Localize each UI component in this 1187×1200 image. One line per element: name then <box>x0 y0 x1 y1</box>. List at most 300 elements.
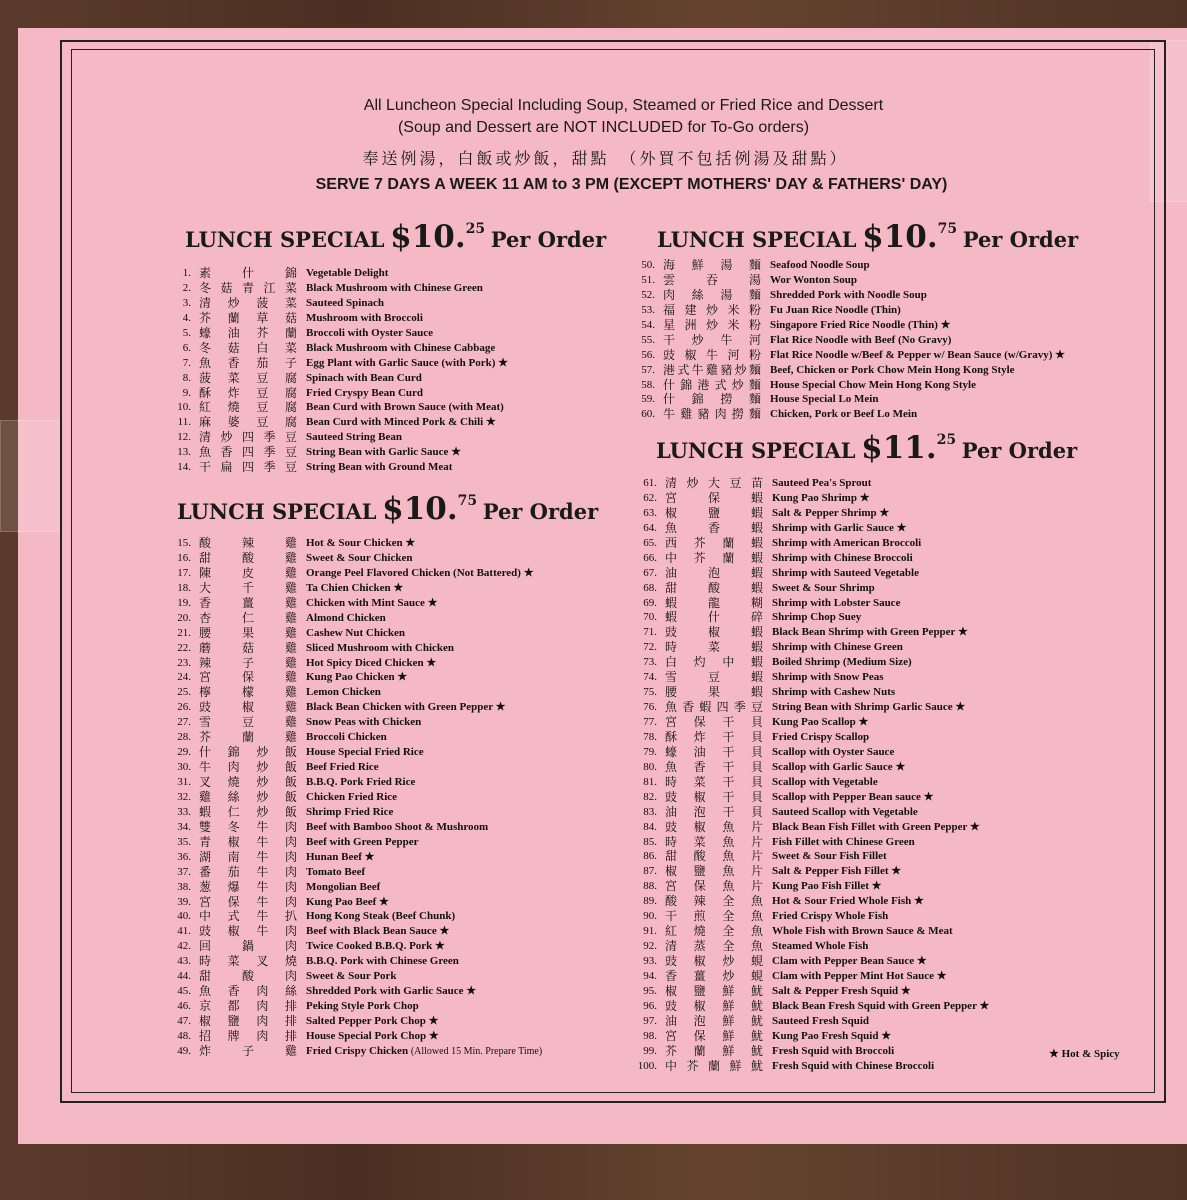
item-chinese-name: 雪豆雞 <box>199 715 297 730</box>
item-english-text: Clam with Pepper Mint Hot Sauce ★ <box>772 969 947 982</box>
item-chinese-name: 宮保牛肉 <box>199 894 297 909</box>
item-number: 16. <box>177 551 191 564</box>
item-number: 29. <box>177 746 191 759</box>
item-english-text: Shredded Pork with Garlic Sauce ★ <box>306 985 477 998</box>
item-chinese-name: 豉椒牛河粉 <box>663 347 761 362</box>
item-english-name <box>306 969 397 984</box>
item-number: 79. <box>643 745 657 758</box>
item-english-name <box>306 850 375 865</box>
item-number: 70. <box>643 611 657 624</box>
item-english-name <box>772 1044 894 1059</box>
item-number: 19. <box>177 596 191 609</box>
item-chinese-name: 蠔油干貝 <box>665 744 763 759</box>
item-number: 7. <box>182 356 191 369</box>
item-english-name <box>770 318 950 333</box>
item-number: 66. <box>643 551 657 564</box>
item-english-text: Egg Plant with Garlic Sauce (with Pork) ★ <box>306 356 509 369</box>
item-english-text: Almond Chicken <box>306 611 386 624</box>
item-english-name <box>306 760 379 775</box>
item-english-text: B.B.Q. Pork with Chinese Green <box>306 955 459 968</box>
item-english-text: Mongolian Beef <box>306 880 381 893</box>
item-chinese-name: 干煎全魚 <box>665 909 763 924</box>
item-english-name <box>772 790 934 805</box>
item-chinese-name: 雞絲炒飯 <box>199 789 297 804</box>
item-chinese-name: 豉椒蝦 <box>665 625 763 640</box>
item-number: 94. <box>643 969 657 982</box>
item-chinese-name: 大千雞 <box>199 580 297 595</box>
item-number: 74. <box>643 671 657 684</box>
item-number: 42. <box>177 940 191 953</box>
item-english-text: Sweet & Sour Pork <box>306 970 397 983</box>
item-english-name <box>772 775 878 790</box>
item-english-text: Shrimp Chop Suey <box>772 611 862 624</box>
item-chinese-name: 魚香肉絲 <box>199 984 297 999</box>
item-english-text: Black Bean Shrimp with Green Pepper ★ <box>772 626 968 639</box>
item-english-name <box>306 685 381 700</box>
item-chinese-name: 時菜干貝 <box>665 774 763 789</box>
item-number: 39. <box>177 895 191 908</box>
item-chinese-name: 芥蘭鮮魷 <box>665 1043 763 1058</box>
item-english-text: Salt & Pepper Fresh Squid ★ <box>772 984 911 997</box>
item-number: 47. <box>177 1015 191 1027</box>
item-chinese-name: 冬菇青江菜 <box>199 280 297 295</box>
item-number: 72. <box>643 641 657 654</box>
item-number: 6. <box>182 341 191 354</box>
item-english-text: Sauteed Fresh Squid <box>772 1014 869 1027</box>
item-english-name <box>306 700 506 715</box>
item-number: 91. <box>643 925 657 938</box>
item-english-text: Fresh Squid with Chinese Broccoli <box>772 1059 935 1072</box>
item-chinese-name: 芥蘭草菇 <box>199 310 297 325</box>
item-english-text: Kung Pao Scallop ★ <box>772 716 869 728</box>
item-english-text: B.B.Q. Pork Fried Rice <box>306 776 416 788</box>
item-chinese-name: 腰果雞 <box>199 625 297 640</box>
item-english-name <box>306 880 380 895</box>
item-number: 85. <box>643 835 657 848</box>
item-english-text: Salt & Pepper Fish Fillet ★ <box>772 865 902 878</box>
item-english-name <box>772 625 968 640</box>
item-english-name <box>306 670 407 685</box>
item-number: 69. <box>643 596 657 609</box>
item-english-name <box>306 386 423 401</box>
item-english-text: Shrimp with Chinese Green <box>772 641 903 654</box>
item-english-name <box>772 1029 891 1044</box>
item-english-name <box>306 415 496 430</box>
item-english-text: Scallop with Oyster Sauce <box>772 745 895 758</box>
item-english-text: Fried Crispy Whole Fish <box>772 910 889 923</box>
item-number: 3. <box>182 296 191 309</box>
item-english-text: Lemon Chicken <box>306 686 381 699</box>
section-price: $10. <box>382 491 458 527</box>
item-number: 65. <box>643 536 657 549</box>
item-english-name <box>772 760 905 775</box>
item-chinese-name: 魚香茄子 <box>199 355 297 370</box>
item-number: 51. <box>641 273 655 286</box>
item-chinese-name: 番茄牛肉 <box>199 864 297 879</box>
item-english-text: Scallop with Garlic Sauce ★ <box>772 760 906 773</box>
item-number: 43. <box>177 955 191 968</box>
item-english-text: Black Mushroom with Chinese Green <box>306 281 483 294</box>
item-chinese-name: 清炒四季豆 <box>199 430 297 445</box>
item-chinese-name: 紅燒全魚 <box>665 924 763 939</box>
item-english-text: Sauteed Pea's Sprout <box>772 477 872 489</box>
item-english-text: Fish Fillet with Chinese Green <box>772 835 915 848</box>
tape-strip <box>0 420 62 532</box>
item-english-text: Bean Curd with Brown Sauce (with Meat) <box>306 401 504 414</box>
item-english-name <box>772 491 870 506</box>
item-english-name <box>772 700 965 715</box>
item-english-name <box>306 895 389 910</box>
item-english-name <box>770 258 870 273</box>
section-label: LUNCH SPECIAL <box>177 499 377 524</box>
item-number: 14. <box>177 461 191 474</box>
item-english-text: Twice Cooked B.B.Q. Pork ★ <box>306 940 445 953</box>
item-chinese-name: 魚香蝦四季豆 <box>665 700 763 715</box>
item-english-text: Kung Pao Chicken ★ <box>306 671 408 684</box>
item-english-name <box>772 745 894 760</box>
item-english-text: Kung Pao Fresh Squid ★ <box>772 1029 892 1042</box>
item-english-name <box>306 611 386 626</box>
item-chinese-name: 香薑雞 <box>199 595 297 610</box>
item-number: 9. <box>182 386 191 399</box>
item-chinese-name: 湖南牛肉 <box>199 849 297 864</box>
item-english-text: Beef, Chicken or Pork Chow Mein Hong Kong Style <box>770 363 1015 376</box>
item-chinese-name: 豉椒鮮魷 <box>665 998 763 1013</box>
item-english-name <box>306 745 424 760</box>
item-number: 100. <box>637 1059 657 1072</box>
item-english-text: Tomato Beef <box>306 865 366 878</box>
item-chinese-name: 宮保鮮魷 <box>665 1028 763 1043</box>
item-english-name <box>772 1059 934 1074</box>
header-chinese-note: 奉送例湯，白飯或炒飯，甜點 （外買不包括例湯及甜點） <box>362 151 849 168</box>
item-english-name <box>772 581 875 596</box>
item-english-name <box>306 400 504 415</box>
item-chinese-name: 干扁四季豆 <box>199 460 297 475</box>
item-english-text: Mushroom with Broccoli <box>306 311 423 324</box>
item-english-name <box>772 566 919 581</box>
item-chinese-name: 豉椒牛肉 <box>199 924 297 939</box>
item-english-text: Chicken with Mint Sauce ★ <box>306 596 438 609</box>
item-english-text: Chicken, Pork or Beef Lo Mein <box>770 408 918 421</box>
item-english-text: Beef with Black Bean Sauce ★ <box>306 925 450 938</box>
item-chinese-name: 宮保干貝 <box>665 715 763 729</box>
item-chinese-name: 豉椒干貝 <box>665 789 763 804</box>
item-chinese-name: 西芥蘭蝦 <box>665 535 763 550</box>
item-chinese-name: 豉椒炒蜆 <box>665 954 763 968</box>
item-number: 20. <box>177 611 191 624</box>
item-english-text: Snow Peas with Chicken <box>306 716 422 729</box>
item-english-text: Black Bean Fish Fillet with Green Pepper ★ <box>772 820 980 833</box>
item-english-text: Shrimp with Garlic Sauce ★ <box>772 521 907 534</box>
item-chinese-name: 紅燒豆腐 <box>199 400 297 415</box>
item-english-text: Fried Crispy Scallop <box>772 730 870 743</box>
item-english-name <box>772 835 915 850</box>
item-english-text: Boiled Shrimp (Medium Size) <box>772 656 912 669</box>
section-label: LUNCH SPECIAL <box>657 227 857 252</box>
item-chinese-name: 辣子雞 <box>199 655 297 670</box>
item-english-name <box>306 641 454 656</box>
item-chinese-name: 酸辣全魚 <box>665 894 763 909</box>
item-english-text: House Special Fried Rice <box>306 746 424 759</box>
item-english-text: Black Bean Fresh Squid with Green Pepper ★ <box>772 999 990 1012</box>
item-english-name <box>772 805 918 820</box>
item-number: 84. <box>643 820 657 833</box>
item-chinese-name: 宮保蝦 <box>665 490 763 505</box>
item-english-name <box>772 984 911 999</box>
item-number: 24. <box>177 671 191 684</box>
item-english-text: Scallop with Vegetable <box>772 775 878 788</box>
item-number: 4. <box>182 311 191 324</box>
item-number: 62. <box>643 491 657 504</box>
section-price-cents: 75 <box>457 493 478 509</box>
item-number: 59. <box>641 393 655 406</box>
item-number: 32. <box>177 790 191 803</box>
item-chinese-name: 冬菇白菜 <box>199 340 297 355</box>
item-english-name <box>306 715 421 730</box>
item-number: 96. <box>643 999 657 1012</box>
item-chinese-name: 葱爆牛肉 <box>199 879 297 894</box>
item-chinese-name: 甜酸肉 <box>199 969 297 984</box>
item-chinese-name: 椒鹽肉排 <box>199 1014 297 1028</box>
item-chinese-name: 杏仁雞 <box>199 610 297 625</box>
item-number: 37. <box>177 865 191 878</box>
item-english-name <box>772 924 953 939</box>
item-number: 11. <box>177 416 191 429</box>
item-english-name <box>306 1029 439 1044</box>
item-chinese-name: 清炒菠菜 <box>199 295 297 310</box>
item-english-text: Steamed Whole Fish <box>772 940 869 953</box>
item-chinese-name: 福建炒米粉 <box>663 302 761 317</box>
item-english-text: Cashew Nut Chicken <box>306 626 406 639</box>
item-chinese-name: 清蒸全魚 <box>665 939 763 954</box>
item-chinese-name: 清炒大豆苗 <box>665 476 763 490</box>
item-english-text: Orange Peel Flavored Chicken (Not Battered) ★ <box>306 566 534 579</box>
item-english-name <box>306 281 483 296</box>
item-number: 41. <box>177 925 191 938</box>
item-english-name <box>306 581 403 596</box>
item-english-name <box>306 805 393 820</box>
item-number: 34. <box>177 820 191 833</box>
item-chinese-name: 什錦撈麵 <box>663 392 761 407</box>
item-chinese-name: 青椒牛肉 <box>199 834 297 849</box>
item-english-name <box>306 296 384 311</box>
item-chinese-name: 白灼中蝦 <box>665 655 763 670</box>
item-english-text: Vegetable Delight <box>306 267 389 279</box>
item-english-text: Scallop with Pepper Bean sauce ★ <box>772 790 934 803</box>
item-english-name <box>772 969 947 984</box>
item-english-text: Sauteed Scallop with Vegetable <box>772 805 918 818</box>
item-number: 13. <box>177 446 191 459</box>
item-english-text: Shredded Pork with Noodle Soup <box>770 288 927 301</box>
item-number: 44. <box>177 970 191 983</box>
item-number: 15. <box>177 537 191 549</box>
item-chinese-name: 魚香蝦 <box>665 520 763 535</box>
item-number: 95. <box>643 984 657 997</box>
item-english-text: String Bean with Ground Meat <box>306 461 453 474</box>
item-english-name <box>306 939 445 954</box>
item-english-text: Kung Pao Shrimp ★ <box>772 491 870 504</box>
item-english-name <box>306 445 461 460</box>
item-english-text: Black Mushroom with Chinese Cabbage <box>306 341 496 354</box>
item-english-name <box>306 356 508 371</box>
item-english-name <box>770 378 976 393</box>
item-english-text: Fresh Squid with Broccoli <box>772 1044 895 1057</box>
item-chinese-name: 酥炸干貝 <box>665 729 763 744</box>
item-note: (Allowed 15 Min. Prepare Time) <box>410 1045 543 1057</box>
item-english-name <box>306 596 437 611</box>
section-title <box>177 491 598 527</box>
item-chinese-name: 什錦港式炒麵 <box>663 377 761 392</box>
item-chinese-name: 蝦什碎 <box>665 610 763 625</box>
item-chinese-name: 海鮮湯麵 <box>663 258 761 272</box>
section-price: $10. <box>862 219 938 255</box>
item-chinese-name: 叉燒炒飯 <box>199 775 297 789</box>
section-per-order: Per Order <box>482 499 599 524</box>
item-number: 49. <box>177 1044 191 1057</box>
item-chinese-name: 芥蘭雞 <box>199 730 297 745</box>
item-number: 58. <box>641 378 655 391</box>
item-chinese-name: 炸子雞 <box>199 1043 297 1058</box>
item-chinese-name: 宮保魚片 <box>665 879 763 894</box>
item-english-name <box>306 835 419 850</box>
item-english-text: String Bean with Shrimp Garlic Sauce ★ <box>772 701 966 714</box>
section-price: $11. <box>861 430 937 466</box>
section-title <box>185 219 606 255</box>
item-english-name <box>770 363 1015 378</box>
item-number: 2. <box>182 281 191 294</box>
item-chinese-name: 肉絲湯麵 <box>663 287 761 302</box>
item-chinese-name: 港式牛雞豬炒麵 <box>663 362 761 377</box>
header-inclusions: All Luncheon Special Including Soup, Steamed or Fried Rice and Dessert <box>363 97 884 114</box>
item-english-name <box>772 640 903 655</box>
item-number: 23. <box>177 656 191 669</box>
item-number: 46. <box>177 1000 191 1013</box>
item-english-name <box>306 266 388 281</box>
item-english-name <box>772 715 868 730</box>
item-number: 40. <box>177 910 191 923</box>
section-label: LUNCH SPECIAL <box>185 227 385 252</box>
section-per-order: Per Order <box>962 227 1079 252</box>
item-number: 75. <box>643 686 657 699</box>
item-chinese-name: 甜酸魚片 <box>665 849 763 864</box>
item-english-name <box>772 909 888 924</box>
item-chinese-name: 甜酸蝦 <box>665 580 763 595</box>
item-english-text: Shrimp with American Broccoli <box>772 536 922 549</box>
item-english-name <box>772 596 900 611</box>
item-chinese-name: 中芥蘭鮮魷 <box>665 1058 763 1073</box>
item-number: 98. <box>643 1029 657 1042</box>
item-number: 78. <box>643 730 657 743</box>
item-number: 38. <box>177 880 191 893</box>
section-price: $10. <box>390 219 466 255</box>
item-chinese-name: 雲吞湯 <box>663 272 761 287</box>
item-english-name <box>306 371 422 386</box>
item-number: 68. <box>643 581 657 594</box>
item-chinese-name: 星洲炒米粉 <box>663 317 761 332</box>
section-price-cents: 25 <box>465 221 486 237</box>
item-chinese-name: 什錦炒飯 <box>199 745 297 760</box>
section-per-order: Per Order <box>490 227 607 252</box>
item-number: 48. <box>177 1029 191 1042</box>
item-number: 88. <box>643 880 657 893</box>
item-english-text: Shrimp with Lobster Sauce <box>772 596 901 609</box>
item-english-name <box>772 954 927 969</box>
item-english-text: Hunan Beef ★ <box>306 850 375 863</box>
item-number: 28. <box>177 731 191 744</box>
item-number: 64. <box>643 521 657 534</box>
item-english-text: Shrimp with Cashew Nuts <box>772 686 896 699</box>
item-english-name <box>772 655 912 670</box>
item-chinese-name: 回鍋肉 <box>199 939 297 954</box>
item-english-name <box>306 326 433 341</box>
item-english-name <box>306 311 423 326</box>
item-number: 71. <box>643 626 657 639</box>
item-english-text: Hot & Sour Fried Whole Fish ★ <box>772 895 924 908</box>
item-english-text: Beef with Bamboo Shoot & Mushroom <box>306 820 489 833</box>
item-number: 63. <box>643 506 657 519</box>
item-english-name <box>306 1014 439 1029</box>
item-english-name <box>306 566 534 581</box>
item-number: 56. <box>641 348 655 361</box>
item-english-text: Sweet & Sour Shrimp <box>772 581 875 594</box>
item-chinese-name: 酥炸豆腐 <box>199 385 297 400</box>
item-english-text: Flat Rice Noodle with Beef (No Gravy) <box>770 333 952 346</box>
item-english-name <box>306 865 365 880</box>
item-english-name <box>770 407 917 422</box>
item-english-name <box>306 954 459 969</box>
item-english-text: Spinach with Bean Curd <box>306 371 422 384</box>
item-english-name <box>770 348 1065 363</box>
item-english-text: Fu Juan Rice Noodle (Thin) <box>770 303 901 316</box>
item-english-text: Hong Kong Steak (Beef Chunk) <box>306 910 456 923</box>
item-number: 12. <box>177 431 191 444</box>
item-number: 76. <box>643 701 657 714</box>
item-number: 45. <box>177 985 191 998</box>
item-english-name <box>306 924 449 939</box>
item-english-name <box>306 775 415 790</box>
item-english-text: Shrimp with Chinese Broccoli <box>772 551 913 564</box>
item-english-name <box>772 670 884 685</box>
item-number: 92. <box>643 940 657 953</box>
item-number: 67. <box>643 566 657 579</box>
item-english-name <box>770 288 927 303</box>
item-chinese-name: 時菜魚片 <box>665 834 763 849</box>
item-number: 89. <box>643 895 657 908</box>
item-number: 17. <box>177 566 191 579</box>
item-chinese-name: 宮保雞 <box>199 670 297 685</box>
item-english-text: Beef Fried Rice <box>306 761 379 774</box>
item-number: 50. <box>641 259 655 271</box>
item-english-text: Singapore Fried Rice Noodle (Thin) ★ <box>770 318 951 331</box>
item-number: 30. <box>177 761 191 774</box>
item-number: 82. <box>643 790 657 803</box>
item-chinese-name: 油泡干貝 <box>665 804 763 819</box>
item-english-name <box>772 849 887 864</box>
item-number: 21. <box>177 626 191 639</box>
item-chinese-name: 椒鹽魚片 <box>665 864 763 879</box>
item-chinese-name: 京都肉排 <box>199 999 297 1014</box>
section-title <box>657 219 1078 255</box>
item-english-name <box>306 551 412 566</box>
item-number: 8. <box>182 371 191 384</box>
item-english-name <box>770 273 857 288</box>
item-chinese-name: 干炒牛河 <box>663 332 761 347</box>
hot-spicy-legend: ★ Hot & Spicy <box>1049 1048 1120 1060</box>
item-chinese-name: 豉椒雞 <box>199 700 297 715</box>
item-number: 27. <box>177 716 191 729</box>
item-english-text: Sauteed Spinach <box>306 296 384 309</box>
section-title <box>656 430 1077 466</box>
